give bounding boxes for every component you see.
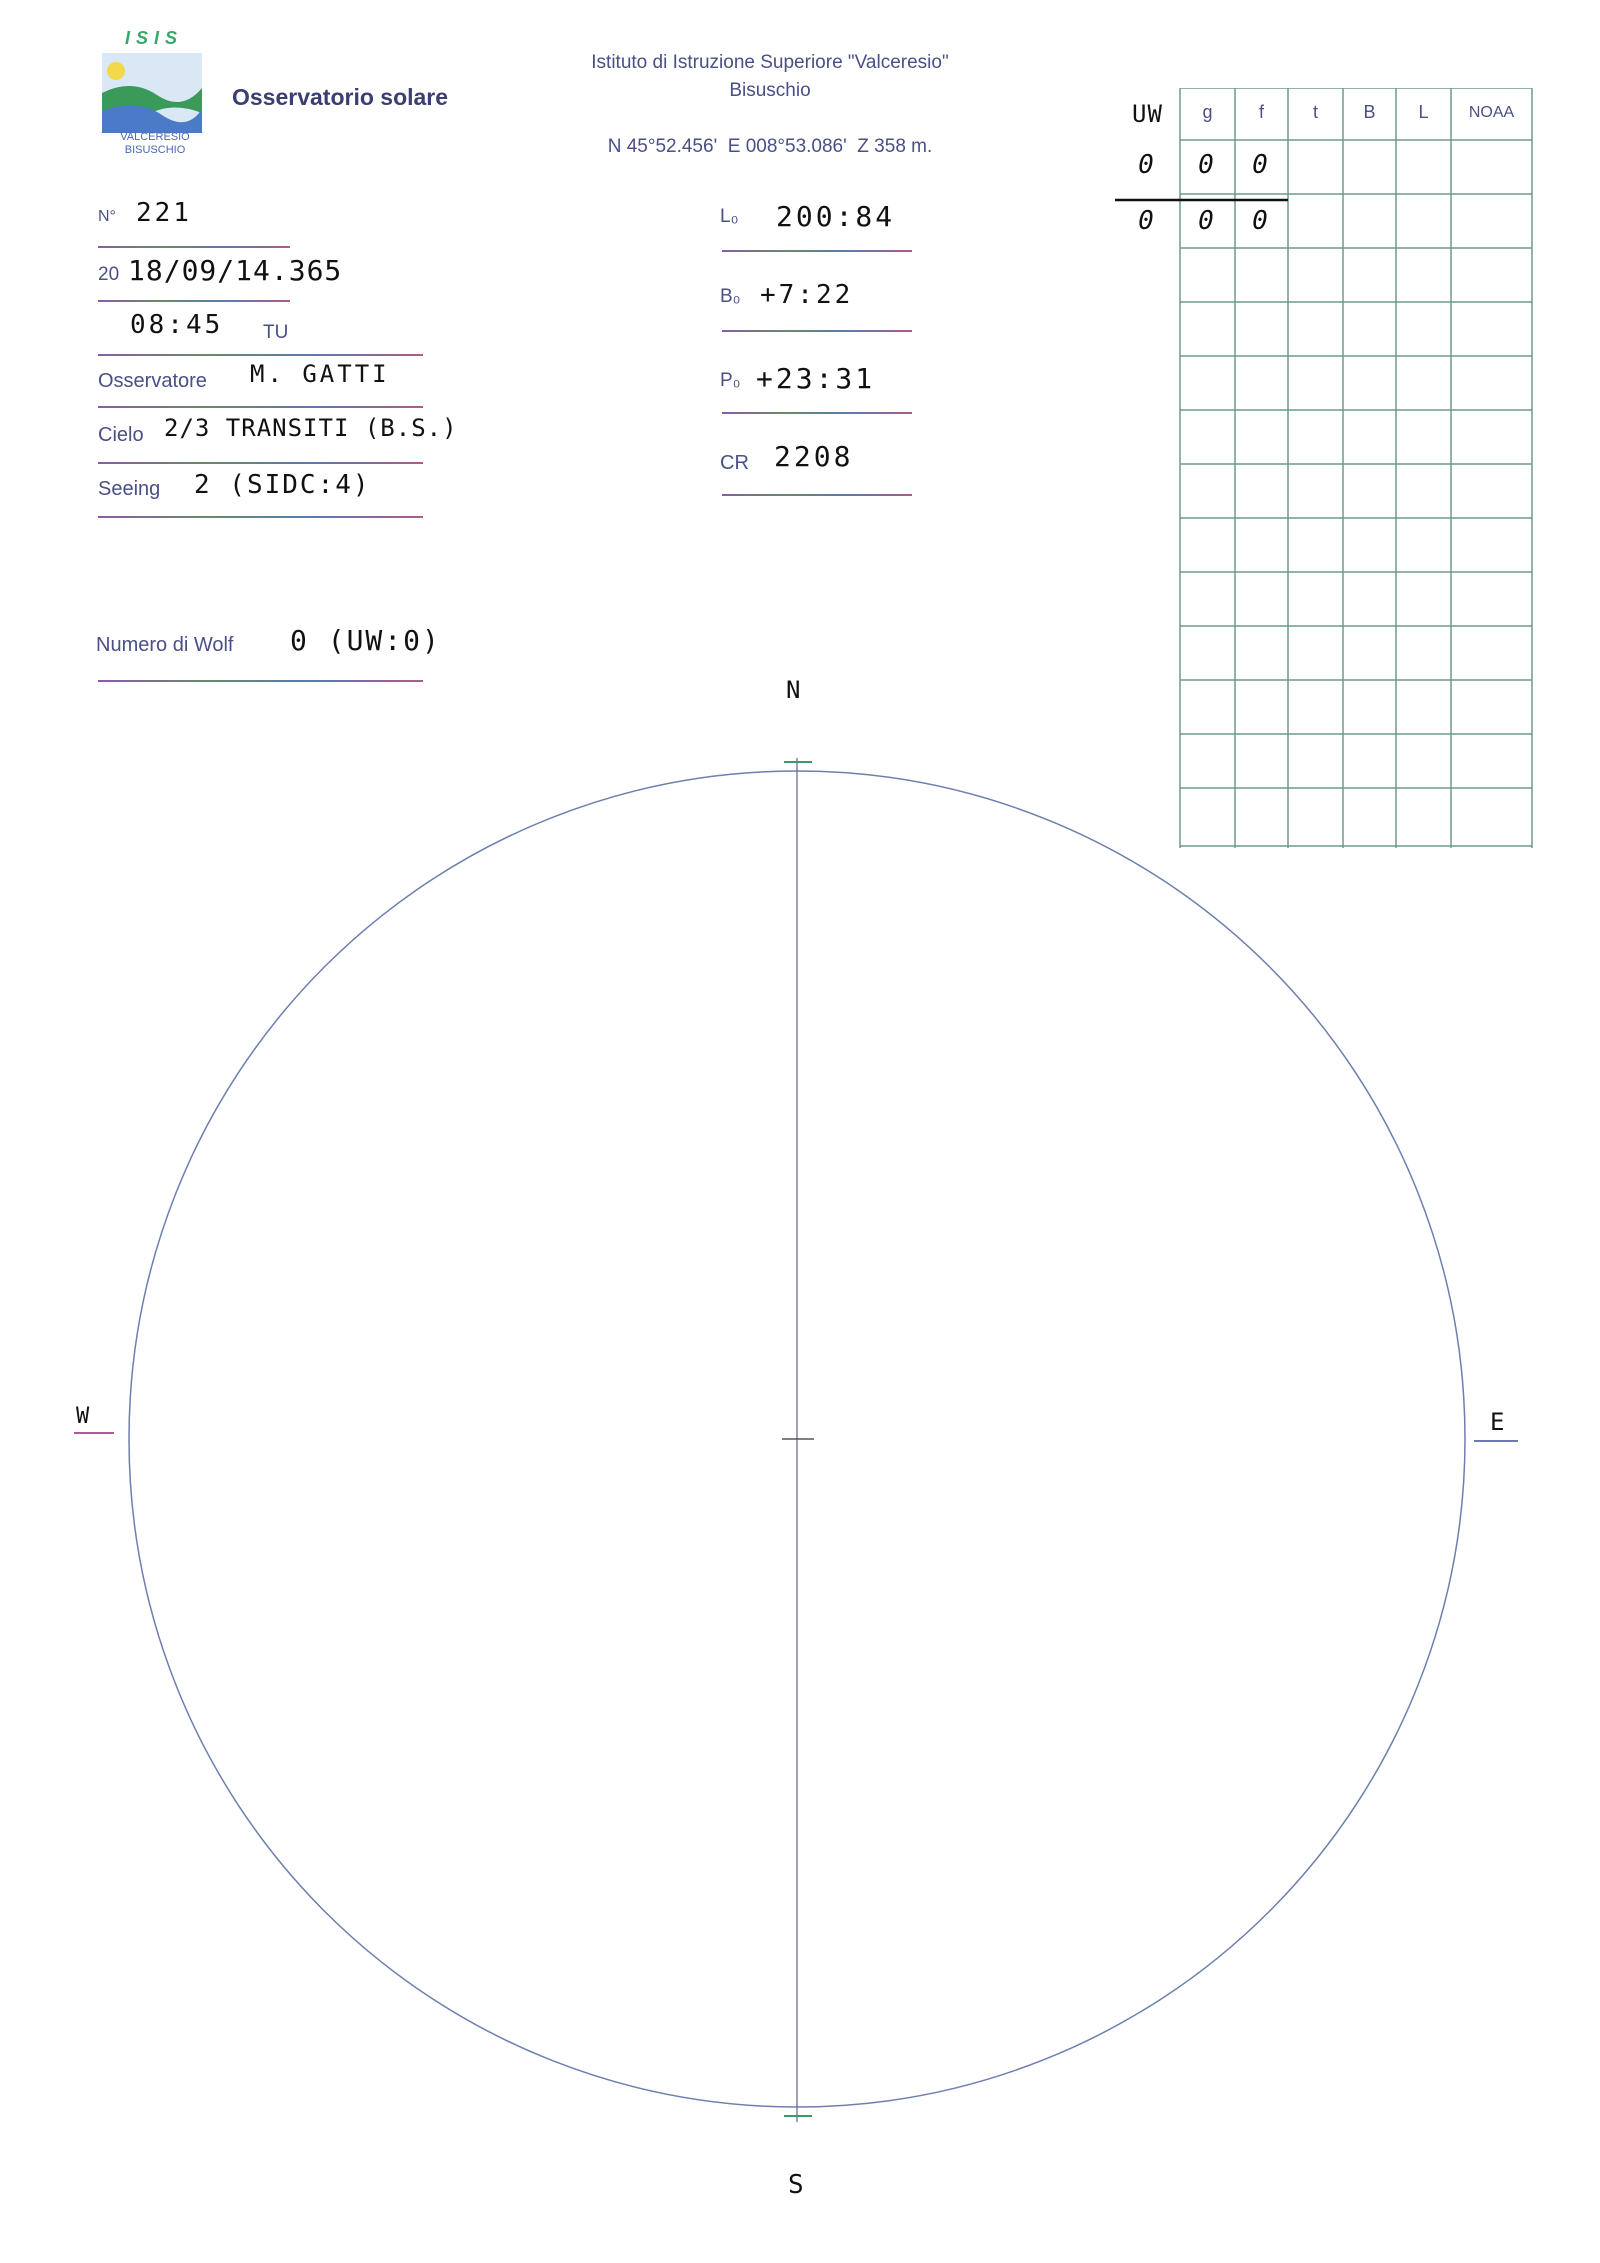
sky-value: 2/3 TRANSITI (B.S.) (164, 414, 458, 442)
p0-value: +23:31 (756, 362, 876, 395)
table-header-noaa: NOAA (1468, 104, 1515, 121)
date-underline (98, 300, 290, 302)
b0-underline (722, 330, 912, 332)
p0-label: P₀ (720, 370, 741, 391)
date-field (98, 252, 398, 302)
cr-value: 2208 (774, 440, 854, 473)
wolf-value: 0 (UW:0) (290, 624, 441, 657)
time-field (98, 306, 398, 356)
table-row-2-uw: 0 (1138, 206, 1157, 236)
north-label: N (786, 676, 801, 704)
number-underline (98, 246, 290, 248)
table-header-b: B (1363, 102, 1376, 122)
l0-field (720, 198, 1020, 248)
table-header-t: t (1312, 102, 1318, 122)
wolf-field (96, 622, 496, 672)
number-field (98, 198, 298, 248)
seeing-label: Seeing (98, 478, 161, 500)
table-header-f: f (1258, 102, 1264, 122)
l0-label: L₀ (720, 206, 739, 227)
logo-caption-1: VALCERESIO (120, 131, 190, 143)
table-header-l: L (1418, 102, 1429, 122)
time-underline (98, 354, 423, 356)
table-grid (1115, 88, 1535, 848)
wolf-underline (98, 680, 423, 682)
east-label: E (1490, 1408, 1505, 1436)
b0-field (720, 278, 1020, 328)
sunspot-table (1115, 88, 1535, 848)
l0-underline (722, 250, 912, 252)
seeing-field (98, 470, 498, 520)
west-label: W (76, 1404, 90, 1429)
institute-town: Bisuschio (729, 80, 811, 101)
logo (100, 28, 210, 158)
sky-underline (98, 462, 423, 464)
table-header-uw: UW (1132, 100, 1163, 128)
date-value: 18/09/14.365 (128, 254, 343, 287)
p0-underline (722, 412, 912, 414)
table-row-2-g: 0 (1198, 206, 1217, 236)
date-prefix: 20 (98, 264, 120, 285)
table-header-g: g (1202, 102, 1213, 122)
cr-underline (722, 494, 912, 496)
table-row-2-f: 0 (1252, 206, 1271, 236)
observer-value: M. GATTI (250, 360, 390, 388)
south-label: S (788, 2170, 804, 2200)
seeing-value: 2 (SIDC:4) (194, 470, 371, 500)
observer-field (98, 358, 458, 408)
time-value: 08:45 (130, 310, 224, 340)
observer-underline (98, 406, 423, 408)
l0-value: 200:84 (776, 200, 896, 233)
cr-label: CR (720, 452, 749, 474)
logo-wave-icon (102, 53, 202, 133)
cr-field (720, 440, 1020, 490)
seeing-underline (98, 516, 423, 518)
b0-value: +7:22 (760, 280, 854, 310)
observatory-coordinates: N 45°52.456' E 008°53.086' Z 358 m. (607, 136, 933, 157)
p0-field (720, 360, 1020, 410)
page-title: Osservatorio solare (232, 84, 449, 110)
logo-top-text: ISIS (124, 28, 183, 48)
observer-label: Osservatore (98, 370, 207, 392)
table-row-1-uw: 0 (1138, 150, 1157, 180)
sky-field (98, 412, 498, 462)
logo-caption-2: BISUSCHIO (124, 144, 186, 156)
institute-name: Istituto di Istruzione Superiore "Valceresio" (591, 52, 949, 73)
time-label: TU (263, 322, 289, 343)
solar-disk-circle (129, 771, 1465, 2107)
sky-label: Cielo (98, 424, 144, 446)
number-label: N° (98, 208, 116, 225)
b0-label: B₀ (720, 286, 741, 307)
table-row-1-f: 0 (1252, 150, 1271, 180)
table-row-1-g: 0 (1198, 150, 1217, 180)
number-value: 221 (136, 198, 192, 228)
wolf-label: Numero di Wolf (96, 634, 234, 656)
